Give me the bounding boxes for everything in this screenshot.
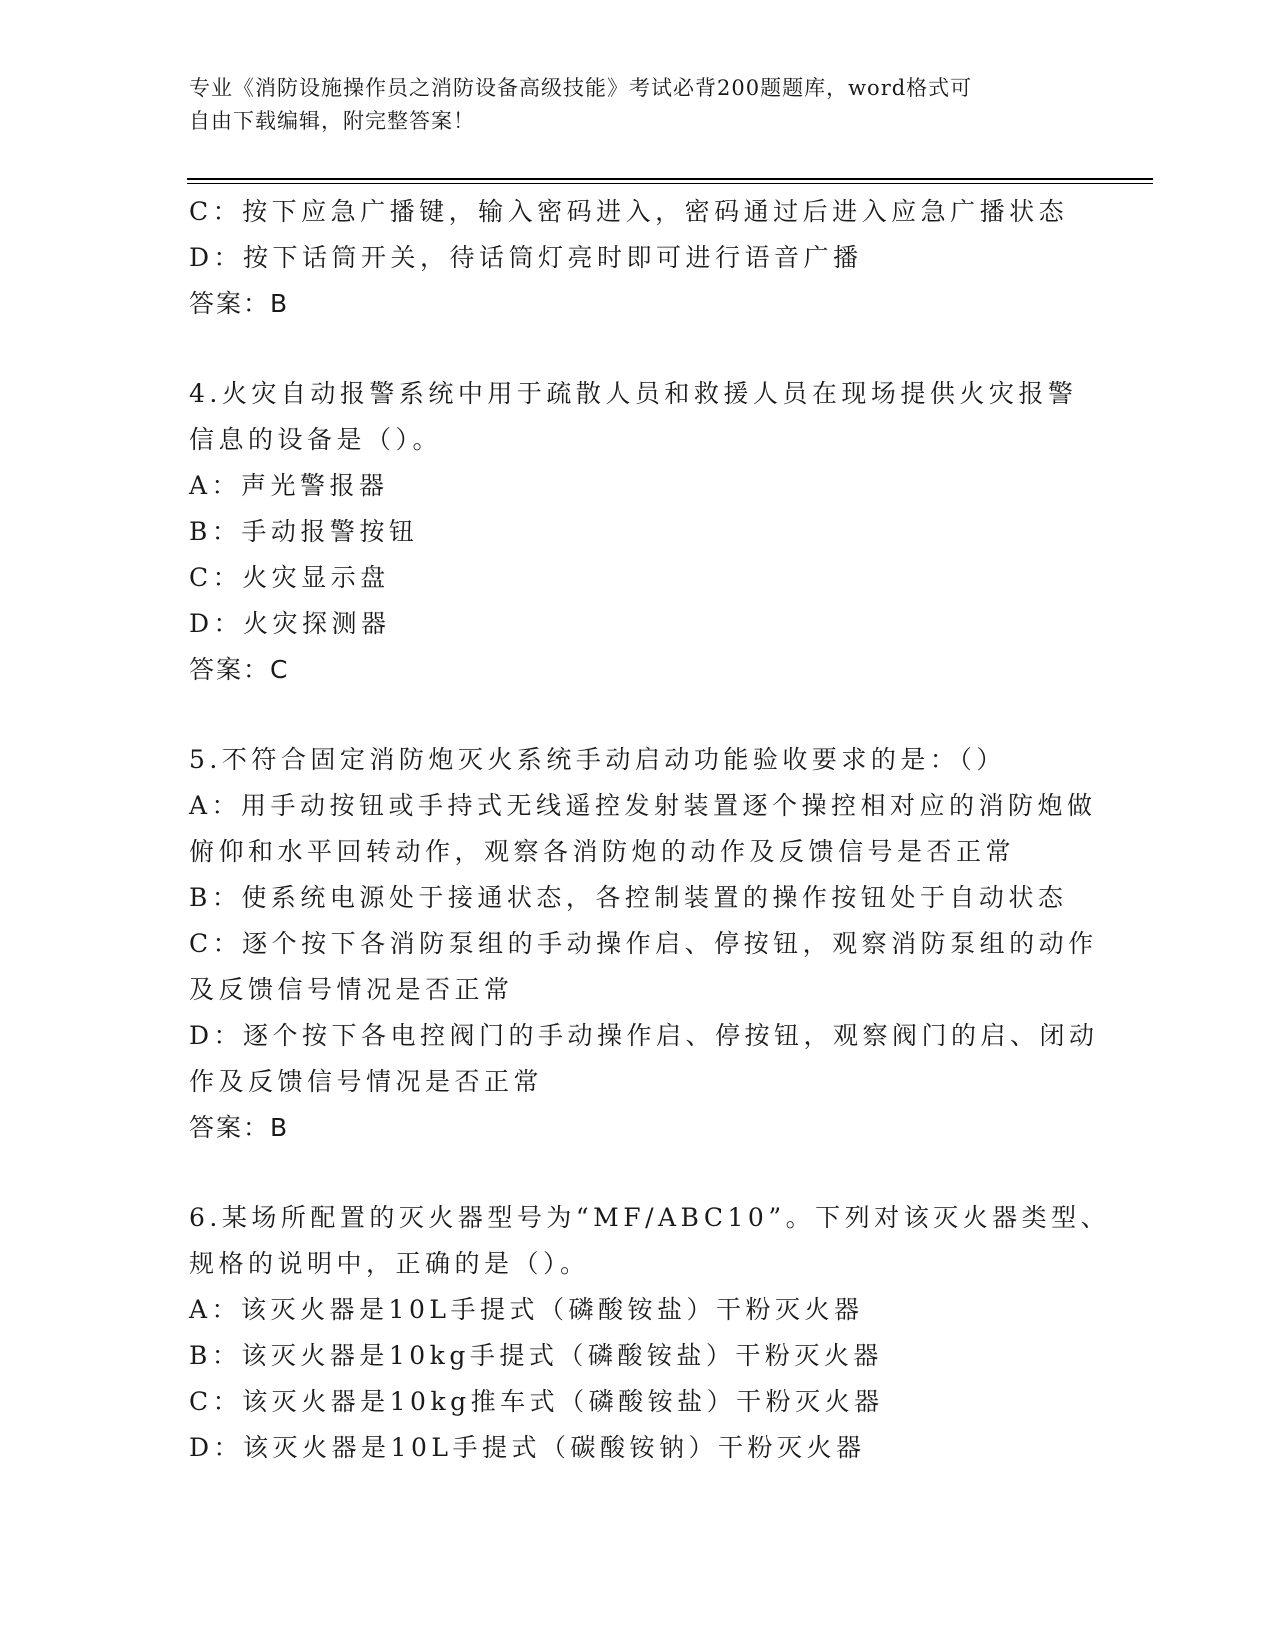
spacer — [189, 1151, 1089, 1195]
option-b: B：使系统电源处于接通状态，各控制装置的操作按钮处于自动状态 — [189, 883, 1068, 912]
question-5 — [189, 737, 1099, 1151]
option-d: D：该灭火器是10L手提式（碳酸铵钠）干粉灭火器 — [189, 1433, 866, 1462]
option-c: C：火灾显示盘 — [189, 563, 390, 592]
document-body — [189, 189, 1111, 1471]
option-c: C：逐个按下各消防泵组的手动操作启、停按钮，观察消防泵组的动作 — [189, 929, 1098, 958]
option-b: B：该灭火器是10kg手提式（磷酸铵盐）干粉灭火器 — [189, 1341, 883, 1370]
spacer — [189, 327, 1089, 371]
header-title-line-1: 专业《消防设施操作员之消防设备高级技能》考试必背200题题库，word格式可 — [189, 76, 973, 100]
question-stem-continued: 信息的设备是（）。 — [189, 425, 443, 454]
header-title-line-2: 自由下载编辑，附完整答案！ — [189, 109, 475, 133]
option-d: D：按下话筒开关，待话筒灯亮时即可进行语音广播 — [189, 243, 863, 272]
option-a-continued: 俯仰和水平回转动作，观察各消防炮的动作及反馈信号是否正常 — [189, 837, 1016, 866]
question-stem: 6.某场所配置的灭火器型号为“MF/ABC10”。下列对该灭火器类型、 — [189, 1203, 1111, 1232]
document-header — [189, 72, 1069, 138]
question-6 — [189, 1195, 1111, 1471]
answer: 答案：B — [189, 1113, 290, 1142]
option-c-continued: 及反馈信号情况是否正常 — [189, 975, 514, 1004]
option-c: C：按下应急广播键，输入密码进入，密码通过后进入应急广播状态 — [189, 197, 1069, 226]
option-d: D：火灾探测器 — [189, 609, 391, 638]
question-stem: 5.不符合固定消防炮灭火系统手动启动功能验收要求的是：（） — [189, 745, 1006, 774]
option-a: A：声光警报器 — [189, 471, 389, 500]
option-d-continued: 作及反馈信号情况是否正常 — [189, 1067, 544, 1096]
answer: 答案：B — [189, 289, 290, 318]
question-4 — [189, 371, 1089, 693]
answer: 答案：C — [189, 655, 290, 684]
question-3-tail — [189, 189, 1089, 327]
spacer — [189, 693, 1089, 737]
option-c: C：该灭火器是10kg推车式（磷酸铵盐）干粉灭火器 — [189, 1387, 884, 1416]
option-a: A：该灭火器是10L手提式（磷酸铵盐）干粉灭火器 — [189, 1295, 864, 1324]
question-stem-continued: 规格的说明中，正确的是（）。 — [189, 1249, 590, 1278]
header-divider — [187, 178, 1153, 184]
option-a: A：用手动按钮或手持式无线遥控发射装置逐个操控相对应的消防炮做 — [189, 791, 1097, 820]
question-stem: 4.火灾自动报警系统中用于疏散人员和救援人员在现场提供火灾报警 — [189, 379, 1078, 408]
option-d: D：逐个按下各电控阀门的手动操作启、停按钮，观察阀门的启、闭动 — [189, 1021, 1099, 1050]
option-b: B：手动报警按钮 — [189, 517, 419, 546]
